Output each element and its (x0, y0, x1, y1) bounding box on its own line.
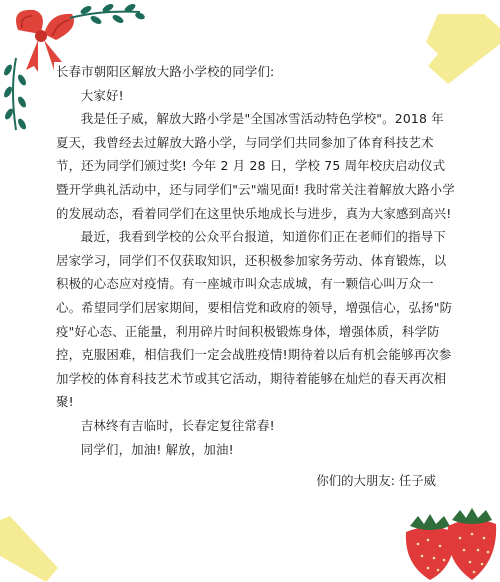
greeting: 大家好! (80, 87, 124, 103)
salutation: 长春市朝阳区解放大路小学校的同学们: (56, 64, 275, 79)
signature: 你们的大朋友: 任子威 (316, 473, 436, 488)
paragraph-3: 吉林终有吉临时，长春定复往常春! (80, 417, 275, 433)
paragraph-2: 最近，我看到学校的公众平台报道，知道你们正在老师们的指导下居家学习，同学们不仅获取知识，还积极参加家务劳动、体育锻炼，以积极的心态应对疫情。有一座城市叫众志成城，有一颗信心叫万众一心。希望同学们居家期间，要相信党和政府的领导，增强信心，弘扬"防疫"好心态、正能量，利用碎片时间积极锻炼身体，增强体质，科学防控，克服困难，相信我们一定会战胜疫情!期待着以后有机会能够再次参加学校的体育科技艺术节或其它活动，期待着能够在灿烂的春天再次相聚! (56, 229, 453, 410)
paragraph-4: 同学们，加油! 解放，加油! (80, 441, 234, 457)
paragraph-1: 我是任子威，解放大路小学是"全国冰雪活动特色学校"。2018 年夏天，我曾经去过解放大路小学，与同学们共同参加了体育科技艺术节，还为同学们颁过奖! 今年 2 月 28 日，学校 75 周年校庆启动仪式暨开学典礼活动中，还与同学们"云"端见面! 我时常关注着解放大路小学的发展动态，看着同学们在这里快乐地成长与进步，真为大家感到高兴! (56, 111, 455, 221)
strawberry-icon (400, 506, 500, 582)
letter-body (56, 60, 456, 461)
tape-bottom-left (0, 516, 60, 582)
